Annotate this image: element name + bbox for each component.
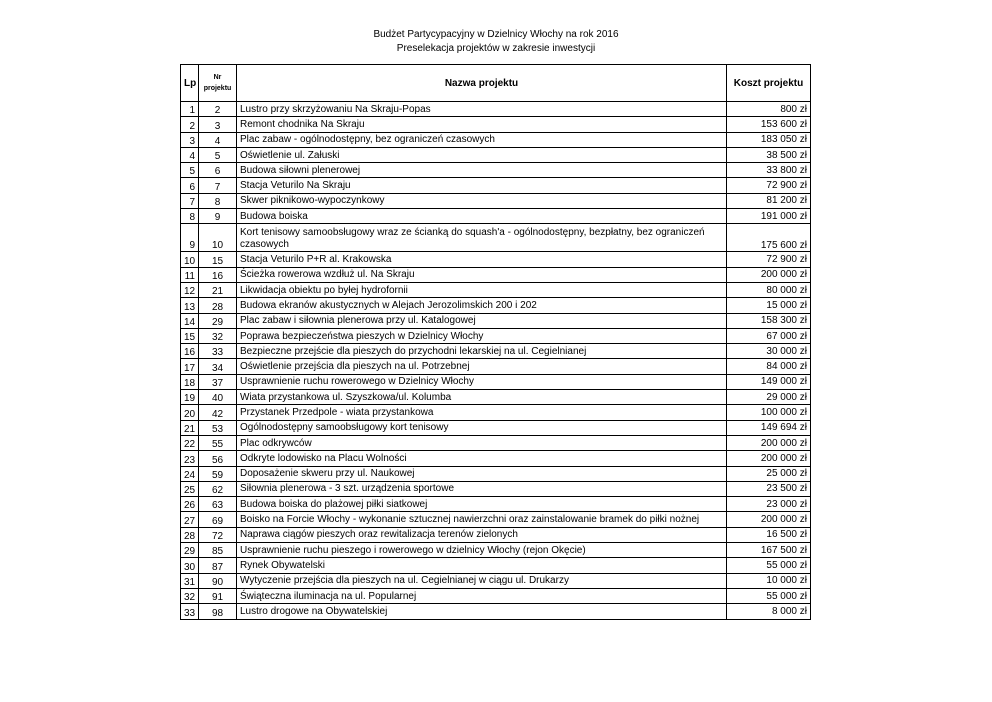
table-row [181,193,811,208]
row-project-cost: 55 000 zł [727,558,811,573]
row-project-cost: 38 500 zł [727,147,811,162]
row-project-number: 15 [199,252,237,267]
table-row [181,558,811,573]
document-header [0,28,992,56]
row-lp: 14 [181,313,199,328]
row-lp: 29 [181,543,199,558]
row-project-number: 42 [199,405,237,420]
row-lp: 11 [181,267,199,282]
table-row [181,466,811,481]
row-project-cost: 158 300 zł [727,313,811,328]
row-lp: 32 [181,588,199,603]
table-row [181,497,811,512]
row-project-cost: 175 600 zł [727,224,811,252]
table-row [181,604,811,619]
row-project-cost: 30 000 zł [727,344,811,359]
row-project-cost: 80 000 zł [727,282,811,297]
row-project-number: 90 [199,573,237,588]
row-project-number: 63 [199,497,237,512]
row-project-name: Budowa siłowni plenerowej [237,163,727,178]
row-project-name: Doposażenie skweru przy ul. Naukowej [237,466,727,481]
table-row [181,224,811,252]
row-project-number: 4 [199,132,237,147]
row-project-name: Budowa boiska do plażowej piłki siatkowej [237,497,727,512]
row-project-cost: 149 694 zł [727,420,811,435]
table-row [181,117,811,132]
table-row [181,267,811,282]
table-row [181,328,811,343]
table-row [181,298,811,313]
row-lp: 21 [181,420,199,435]
row-project-name: Likwidacja obiektu po byłej hydrofornii [237,282,727,297]
table-header-row [181,65,811,102]
row-project-number: 2 [199,102,237,117]
table-row [181,132,811,147]
row-project-cost: 72 900 zł [727,252,811,267]
row-lp: 18 [181,374,199,389]
row-project-name: Odkryte lodowisko na Placu Wolności [237,451,727,466]
table-row [181,588,811,603]
row-project-cost: 33 800 zł [727,163,811,178]
table-row [181,481,811,496]
row-project-cost: 29 000 zł [727,390,811,405]
row-project-number: 56 [199,451,237,466]
table-row [181,147,811,162]
row-project-name: Kort tenisowy samoobsługowy wraz ze ścianką do squash'a - ogólnodostępny, bezpłatny, bez ograniczeń czasowych [237,224,727,252]
row-project-name: Oświetlenie przejścia dla pieszych na ul. Potrzebnej [237,359,727,374]
row-project-cost: 84 000 zł [727,359,811,374]
header-project-number [199,65,237,102]
row-project-number: 34 [199,359,237,374]
row-project-number: 85 [199,543,237,558]
row-lp: 12 [181,282,199,297]
row-project-cost: 23 000 zł [727,497,811,512]
table-row [181,102,811,117]
row-project-name: Bezpieczne przejście dla pieszych do przychodni lekarskiej na ul. Cegielnianej [237,344,727,359]
row-project-cost: 153 600 zł [727,117,811,132]
row-project-name: Siłownia plenerowa - 3 szt. urządzenia sportowe [237,481,727,496]
row-project-name: Plac zabaw i siłownia plenerowa przy ul. Katalogowej [237,313,727,328]
row-project-name: Budowa boiska [237,209,727,224]
row-project-cost: 200 000 zł [727,435,811,450]
row-project-name: Skwer piknikowo-wypoczynkowy [237,193,727,208]
row-project-cost: 25 000 zł [727,466,811,481]
table-row [181,573,811,588]
row-lp: 9 [181,224,199,252]
row-project-name: Oświetlenie ul. Załuski [237,147,727,162]
table-row [181,313,811,328]
row-project-number: 21 [199,282,237,297]
table-row [181,420,811,435]
row-lp: 13 [181,298,199,313]
row-project-number: 53 [199,420,237,435]
row-project-cost: 149 000 zł [727,374,811,389]
row-lp: 6 [181,178,199,193]
row-project-cost: 72 900 zł [727,178,811,193]
row-project-cost: 191 000 zł [727,209,811,224]
row-project-cost: 8 000 zł [727,604,811,619]
row-project-cost: 167 500 zł [727,543,811,558]
row-lp: 33 [181,604,199,619]
table-row [181,252,811,267]
row-project-number: 5 [199,147,237,162]
row-lp: 15 [181,328,199,343]
document-title: Budżet Partycypacyjny w Dzielnicy Włochy na rok 2016 [373,29,619,40]
row-project-cost: 16 500 zł [727,527,811,542]
row-project-name: Lustro drogowe na Obywatelskiej [237,604,727,619]
table-row [181,390,811,405]
row-lp: 10 [181,252,199,267]
row-project-name: Boisko na Forcie Włochy - wykonanie sztucznej nawierzchni oraz zainstalowanie bramek do piłki nożnej [237,512,727,527]
row-project-cost: 55 000 zł [727,588,811,603]
header-project-name: Nazwa projektu [237,65,727,102]
row-project-number: 32 [199,328,237,343]
header-lp: Lp [181,65,199,102]
row-project-name: Usprawnienie ruchu rowerowego w Dzielnicy Włochy [237,374,727,389]
table-row [181,374,811,389]
row-lp: 7 [181,193,199,208]
row-project-name: Ścieżka rowerowa wzdłuż ul. Na Skraju [237,267,727,282]
row-project-number: 29 [199,313,237,328]
row-project-number: 40 [199,390,237,405]
row-project-name: Naprawa ciągów pieszych oraz rewitalizacja terenów zielonych [237,527,727,542]
row-project-cost: 23 500 zł [727,481,811,496]
row-project-name: Stacja Veturilo Na Skraju [237,178,727,193]
row-project-number: 55 [199,435,237,450]
table-row [181,543,811,558]
row-lp: 20 [181,405,199,420]
document-subtitle: Preselekacja projektów w zakresie inwestycji [396,43,596,54]
row-project-name: Usprawnienie ruchu pieszego i rowerowego w dzielnicy Włochy (rejon Okęcie) [237,543,727,558]
table-row [181,178,811,193]
row-project-cost: 67 000 zł [727,328,811,343]
row-lp: 25 [181,481,199,496]
row-project-number: 28 [199,298,237,313]
row-lp: 3 [181,132,199,147]
row-project-number: 33 [199,344,237,359]
row-project-cost: 183 050 zł [727,132,811,147]
row-project-number: 69 [199,512,237,527]
row-lp: 22 [181,435,199,450]
row-lp: 28 [181,527,199,542]
row-project-name: Rynek Obywatelski [237,558,727,573]
row-lp: 31 [181,573,199,588]
row-lp: 16 [181,344,199,359]
row-lp: 1 [181,102,199,117]
table-row [181,344,811,359]
row-project-cost: 200 000 zł [727,451,811,466]
row-lp: 30 [181,558,199,573]
row-project-cost: 100 000 zł [727,405,811,420]
table-row [181,451,811,466]
row-project-name: Wiata przystankowa ul. Szyszkowa/ul. Kolumba [237,390,727,405]
table-row [181,209,811,224]
row-project-name: Lustro przy skrzyżowaniu Na Skraju-Popas [237,102,727,117]
row-project-name: Budowa ekranów akustycznych w Alejach Jerozolimskich 200 i 202 [237,298,727,313]
projects-table [180,64,811,620]
row-project-number: 6 [199,163,237,178]
row-project-number: 9 [199,209,237,224]
row-project-number: 7 [199,178,237,193]
row-lp: 19 [181,390,199,405]
table-body [181,102,811,620]
table-row [181,359,811,374]
row-project-number: 98 [199,604,237,619]
row-project-cost: 15 000 zł [727,298,811,313]
row-project-name: Wytyczenie przejścia dla pieszych na ul. Cegielnianej w ciągu ul. Drukarzy [237,573,727,588]
row-lp: 24 [181,466,199,481]
table-row [181,527,811,542]
table-row [181,282,811,297]
row-lp: 23 [181,451,199,466]
row-project-number: 37 [199,374,237,389]
row-lp: 2 [181,117,199,132]
row-project-number: 3 [199,117,237,132]
table-row [181,405,811,420]
row-project-cost: 10 000 zł [727,573,811,588]
row-lp: 26 [181,497,199,512]
row-project-number: 10 [199,224,237,252]
header-nr-line2: projektu [203,85,232,92]
row-project-name: Poprawa bezpieczeństwa pieszych w Dzielnicy Włochy [237,328,727,343]
row-lp: 4 [181,147,199,162]
row-project-name: Plac zabaw - ogólnodostępny, bez ograniczeń czasowych [237,132,727,147]
table-row [181,163,811,178]
row-project-name: Stacja Veturilo P+R al. Krakowska [237,252,727,267]
row-project-cost: 800 zł [727,102,811,117]
row-lp: 17 [181,359,199,374]
row-project-cost: 200 000 zł [727,512,811,527]
row-project-name: Ogólnodostępny samoobsługowy kort tenisowy [237,420,727,435]
header-project-cost: Koszt projektu [727,65,811,102]
row-project-name: Przystanek Przedpole - wiata przystankowa [237,405,727,420]
row-project-number: 72 [199,527,237,542]
row-lp: 8 [181,209,199,224]
table-row [181,435,811,450]
row-project-number: 87 [199,558,237,573]
header-nr-line1: Nr [213,74,222,81]
row-lp: 5 [181,163,199,178]
row-project-number: 62 [199,481,237,496]
row-project-cost: 200 000 zł [727,267,811,282]
row-project-number: 91 [199,588,237,603]
row-project-number: 59 [199,466,237,481]
row-project-name: Plac odkrywców [237,435,727,450]
row-project-name: Remont chodnika Na Skraju [237,117,727,132]
table-row [181,512,811,527]
row-project-number: 8 [199,193,237,208]
row-project-number: 16 [199,267,237,282]
row-project-cost: 81 200 zł [727,193,811,208]
row-project-name: Świąteczna iluminacja na ul. Popularnej [237,588,727,603]
row-lp: 27 [181,512,199,527]
